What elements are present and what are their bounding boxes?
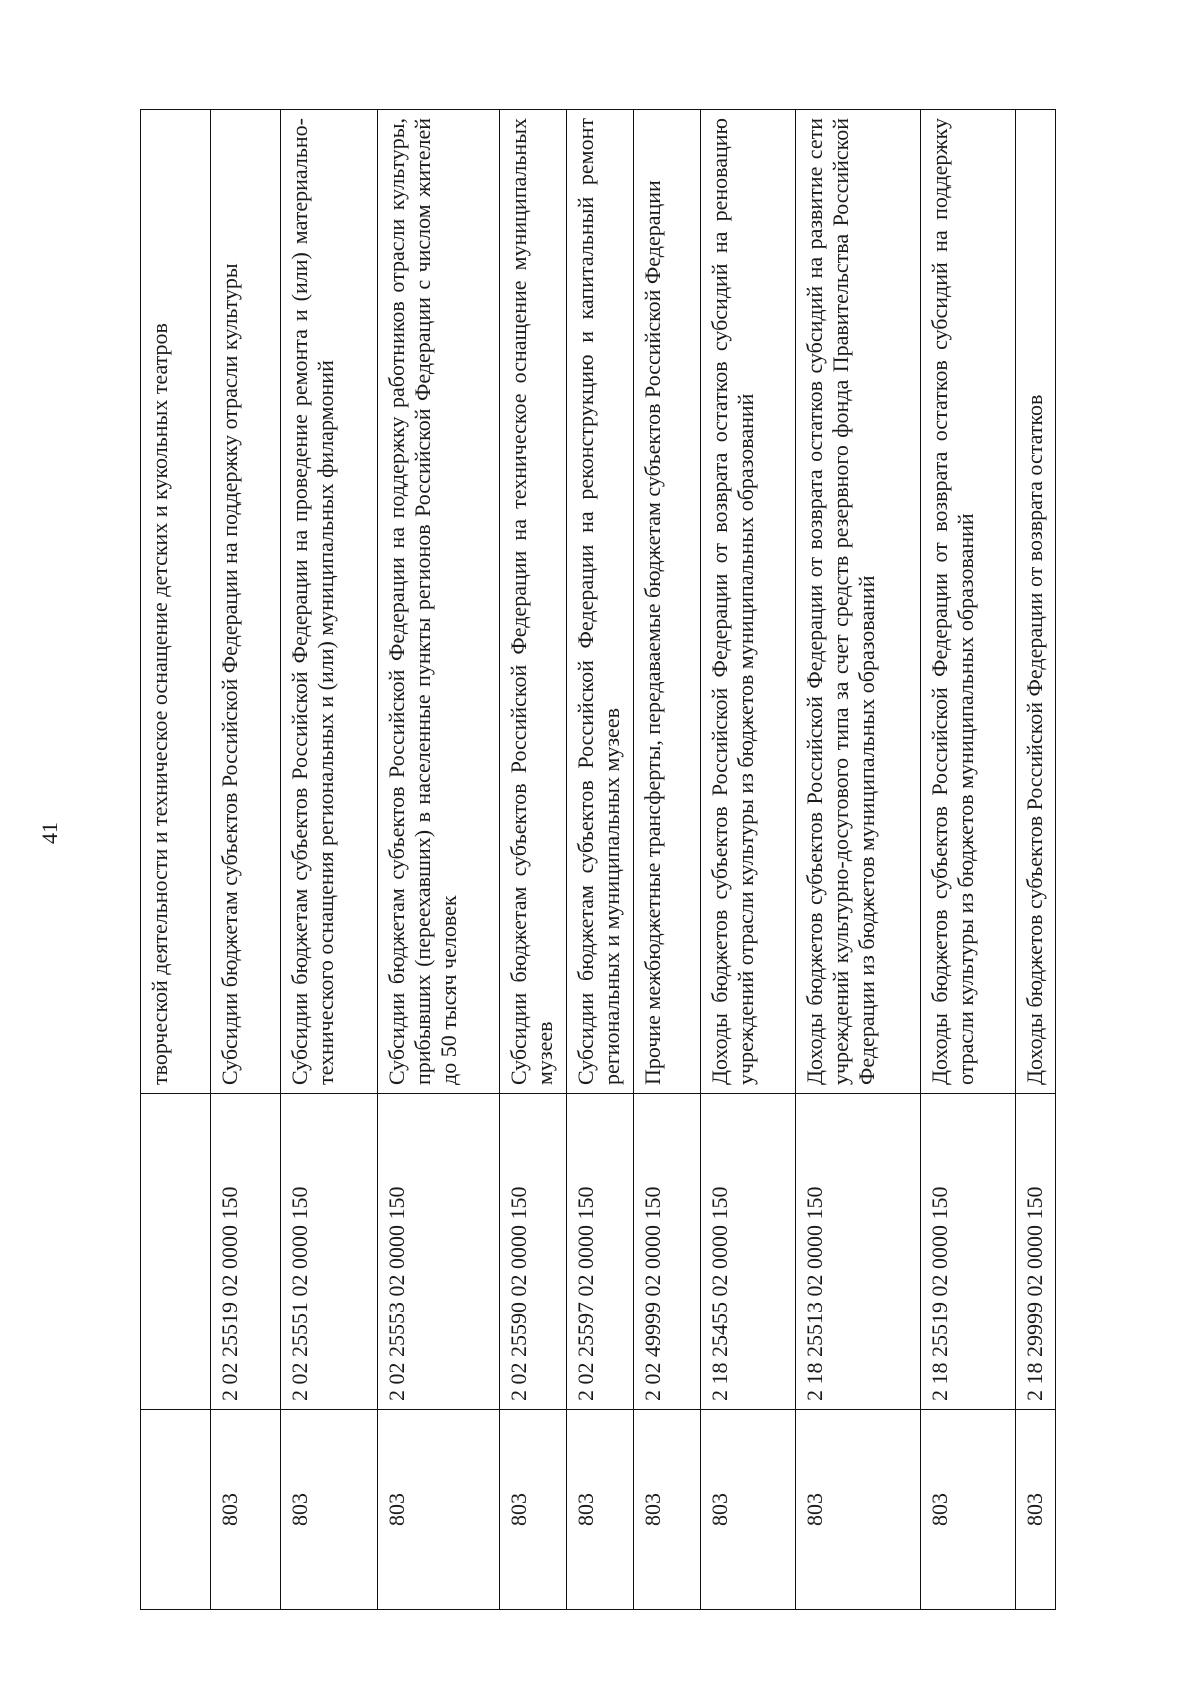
revenue-name-cell: творческой деятельности и техническое оснащение детских и кукольных театров [141, 110, 211, 1094]
revenue-name-cell: Доходы бюджетов субъектов Российской Федерации от возврата остатков [1016, 110, 1056, 1094]
table-row [701, 110, 796, 1610]
admin-code-cell: 803 [211, 1410, 281, 1610]
revenue-name-cell: Субсидии бюджетам субъектов Российской Федерации на реконструкцию и капитальный ремонт региональных и муниципальных музеев [567, 110, 634, 1094]
budget-code-cell: 2 18 25513 02 0000 150 [796, 1094, 921, 1410]
admin-code-cell: 803 [921, 1410, 1016, 1610]
revenue-name-cell: Прочие межбюджетные трансферты, передаваемые бюджетам субъектов Российской Федерации [634, 110, 701, 1094]
table-row [1016, 110, 1056, 1610]
admin-code-cell: 803 [500, 1410, 567, 1610]
revenue-name-cell: Доходы бюджетов субъектов Российской Федерации от возврата остатков субсидий на развитие сети учреждений культурно-досугового типа за счет средств резервного фонда Правительства Российской Федерации из бюджетов муниципальных образований [796, 110, 921, 1094]
table-row [796, 110, 921, 1610]
table-row [921, 110, 1016, 1610]
budget-code-cell: 2 02 25597 02 0000 150 [567, 1094, 634, 1410]
budget-code-cell: 2 18 25455 02 0000 150 [701, 1094, 796, 1410]
admin-code-cell: 803 [378, 1410, 500, 1610]
budget-code-cell: 2 18 25519 02 0000 150 [921, 1094, 1016, 1410]
table-row [378, 110, 500, 1610]
table-row [211, 110, 281, 1610]
budget-code-cell: 2 02 25551 02 0000 150 [281, 1094, 378, 1410]
admin-code-cell: 803 [1016, 1410, 1056, 1610]
admin-code-cell: 803 [701, 1410, 796, 1610]
table-row [141, 110, 211, 1610]
revenue-name-cell: Субсидии бюджетам субъектов Российской Федерации на поддержку работников отрасли культуры, прибывших (переехавших) в населенные пункты регионов Российской Федерации с числом жителей до 50 тысяч человек [378, 110, 500, 1094]
budget-code-cell: 2 02 25553 02 0000 150 [378, 1094, 500, 1410]
revenue-codes-table [140, 109, 1056, 1610]
revenue-name-cell: Доходы бюджетов субъектов Российской Федерации от возврата остатков субсидий на реновацию учреждений отрасли культуры из бюджетов муниципальных образований [701, 110, 796, 1094]
revenue-name-cell: Субсидии бюджетам субъектов Российской Федерации на проведение ремонта и (или) материально-технического оснащения региональных и (или) муниципальных филармоний [281, 110, 378, 1094]
revenue-name-cell: Субсидии бюджетам субъектов Российской Федерации на техническое оснащение муниципальных музеев [500, 110, 567, 1094]
admin-code-cell: 803 [796, 1410, 921, 1610]
page-number: 41 [37, 822, 62, 844]
budget-code-cell: 2 02 25519 02 0000 150 [211, 1094, 281, 1410]
admin-code-cell: 803 [567, 1410, 634, 1610]
budget-code-cell [141, 1094, 211, 1410]
budget-code-cell: 2 02 25590 02 0000 150 [500, 1094, 567, 1410]
revenue-name-cell: Субсидии бюджетам субъектов Российской Федерации на поддержку отрасли культуры [211, 110, 281, 1094]
table-row [634, 110, 701, 1610]
admin-code-cell: 803 [281, 1410, 378, 1610]
table-row [500, 110, 567, 1610]
admin-code-cell [141, 1410, 211, 1610]
rotated-table-wrapper [140, 110, 1080, 1610]
budget-code-cell: 2 18 29999 02 0000 150 [1016, 1094, 1056, 1410]
revenue-name-cell: Доходы бюджетов субъектов Российской Федерации от возврата остатков субсидий на поддержку отрасли культуры из бюджетов муниципальных образований [921, 110, 1016, 1094]
budget-code-cell: 2 02 49999 02 0000 150 [634, 1094, 701, 1410]
admin-code-cell: 803 [634, 1410, 701, 1610]
table-row [567, 110, 634, 1610]
table-row [281, 110, 378, 1610]
